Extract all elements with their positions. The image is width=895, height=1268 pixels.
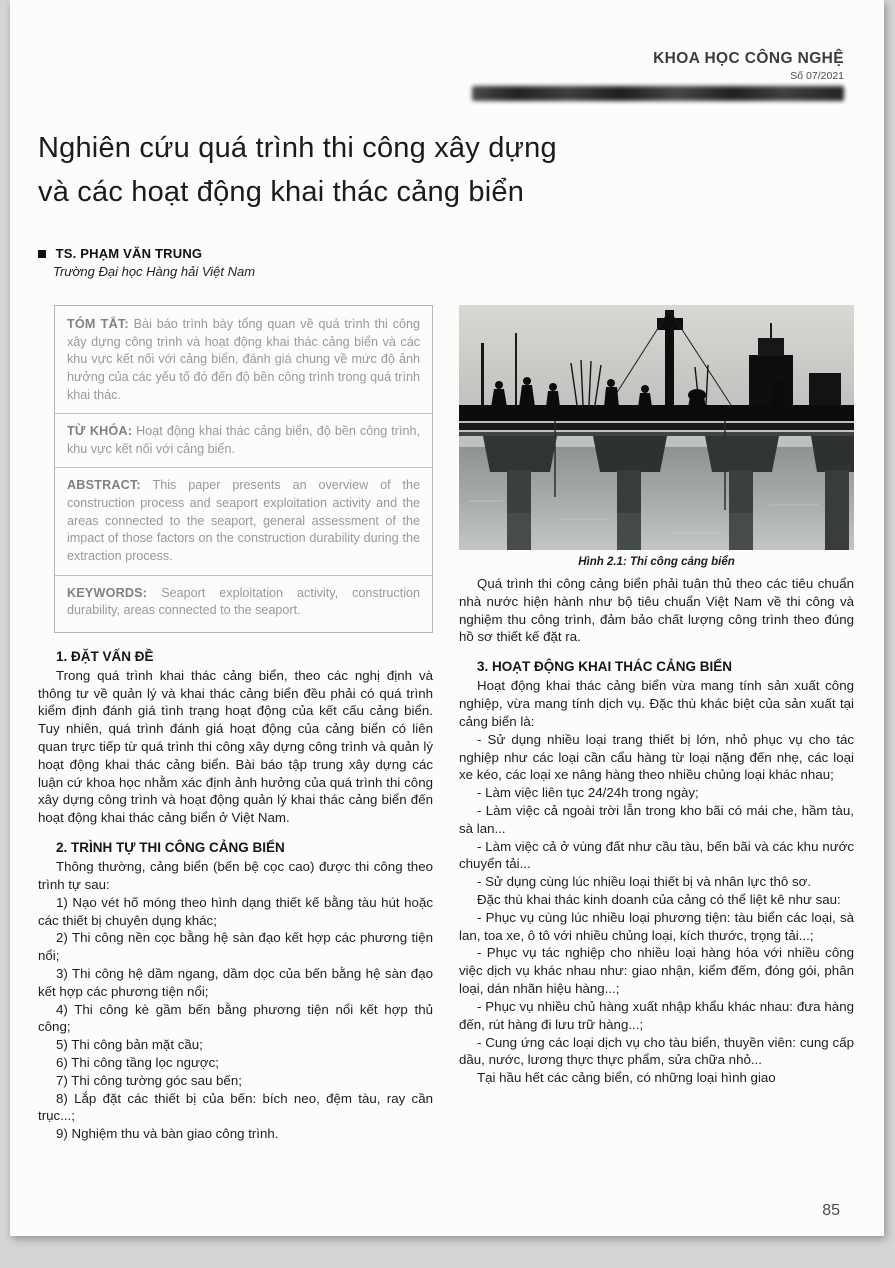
abstract-text: Bài báo trình bày tổng quan về quá trình thi công xây dựng công trình và hoạt động khai thác cảng biển và các khu vực kết nối với cảng biển, đánh giá chung về mức độ ảnh hưởng của các yếu tố đó đến độ bền công trình trong quá trình khai thác. xyxy=(67,317,421,402)
section-1-paragraph: Trong quá trình khai thác cảng biển, theo các nghị định và thông tư về quản lý và khai thác cảng biển đều phải có quá trình kiểm định đánh giá tình trạng hoạt động của kết cấu cảng biển. Tuy nhiên, quá trình đánh giá hoạt động của cảng biển có liên quan trực tiếp từ quá trình thi công xây dựng công trình và quản lý hoạt động khai thác cảng biển. Bài báo tập trung xây dựng các luận cứ khoa học nhằm xác định ảnh hưởng của quá trình thi công xây dựng công trình và hoạt động quản lý khai thác cảng biển đến hoạt động khai thác cảng biển ở Việt Nam. xyxy=(38,667,433,826)
paragraph: Đặc thù khai thác kinh doanh của cảng có thể liệt kê như sau: xyxy=(477,892,841,907)
right-intro-block xyxy=(459,575,854,646)
paragraph: Hoạt động khai thác cảng biển vừa mang tính sản xuất công nghiệp, vừa mang tính dịch vụ. Đặc thù khác biệt của sản xuất tại cảng biển là: xyxy=(459,678,854,729)
issue-number: Số 07/2021 xyxy=(790,70,844,82)
paragraph: - Làm việc cả ngoài trời lẫn trong kho bãi có mái che, hầm tàu, sà lan... xyxy=(459,802,854,836)
abstract-section-tomtat xyxy=(67,316,420,404)
paragraph: - Phục vụ nhiều chủ hàng xuất nhập khẩu khác nhau: đưa hàng đến, rút hàng đi lưu trữ hàng...; xyxy=(459,998,854,1032)
abstract-label: ABSTRACT: xyxy=(67,478,141,493)
abstract-section-keywords xyxy=(67,585,420,620)
paragraph: - Sử dụng nhiều loại trang thiết bị lớn, nhỏ phục vụ cho tác nghiệp như các loại cần cẩu hàng từ loại nặng đến nhẹ, các loại xe kéo, các loại xe nâng hàng theo nhiều chủng loại khác nhau; xyxy=(459,731,854,783)
right-column xyxy=(459,305,854,1143)
author-block xyxy=(38,246,854,279)
figure-2-1 xyxy=(459,305,854,568)
section-3-heading: 3. HOẠT ĐỘNG KHAI THÁC CẢNG BIỂN xyxy=(477,659,733,675)
list-item: 5) Thi công bản mặt cầu; xyxy=(56,1037,203,1053)
paragraph: - Làm việc cả ở vùng đất như cầu tàu, bến bãi và các khu nước chuyển tải... xyxy=(459,838,854,872)
abstract-divider xyxy=(55,575,432,576)
masthead-redaction xyxy=(472,86,844,101)
abstract-text: Hoạt động khai thác cảng biển, độ bền công trình, khu vực kết nối với cảng biển. xyxy=(67,424,420,456)
list-item: 8) Lắp đặt các thiết bị của bến: bích neo, đệm tàu, ray cần trục...; xyxy=(38,1090,433,1124)
abstract-text: This paper presents an overview of the construction process and seaport exploitation activity and the areas connected to the seaport, general assessment of the impact of those factors on the construction durability during the extraction process. xyxy=(67,478,420,563)
list-item: 7) Thi công tường góc sau bến; xyxy=(56,1072,242,1088)
construction-photo xyxy=(459,305,854,550)
list-item: 1) Nạo vét hố móng theo hình dạng thiết kế bằng tàu hút hoặc các thiết bị chuyên dụng khác; xyxy=(38,894,433,928)
two-column-layout xyxy=(38,305,854,1143)
abstract-section-tukhoa xyxy=(67,423,420,458)
abstract-label: TỪ KHÓA: xyxy=(67,424,133,439)
journal-name: KHOA HỌC CÔNG NGHỆ xyxy=(653,50,844,67)
list-item: 3) Thi công hệ dầm ngang, dầm dọc của bến bằng hệ sàn đạo kết hợp các phương tiện nổi; xyxy=(38,965,433,999)
paragraph: - Cung ứng các loại dịch vụ cho tàu biển, thuyền viên: cung cấp dầu, nước, lương thực thực phẩm, sửa chữa nhỏ... xyxy=(459,1034,854,1068)
paragraph: - Phục vụ cùng lúc nhiều loại phương tiện: tàu biển các loại, sà lan, toa xe, ô tô với nhiều chủng loại, kích thước, trọng tải...; xyxy=(459,909,854,943)
page-header xyxy=(38,50,854,101)
article-title-line2: và các hoạt động khai thác cảng biển xyxy=(38,175,525,208)
abstract-label: TÓM TẮT: xyxy=(67,317,129,331)
abstract-box xyxy=(54,305,433,633)
abstract-section-abstract xyxy=(67,477,420,565)
article-title-line1: Nghiên cứu quá trình thi công xây dựng xyxy=(38,132,557,164)
paragraph: - Làm việc liên tục 24/24h trong ngày; xyxy=(477,785,699,801)
abstract-label: KEYWORDS: xyxy=(67,585,148,600)
section-3 xyxy=(459,659,854,1087)
abstract-divider xyxy=(55,413,432,414)
paragraph: Quá trình thi công cảng biển phải tuân thủ theo các tiêu chuẩn nhà nước hiện hành như bộ tiêu chuẩn Việt Nam về thi công và nghiệm thu công trình, đảm bảo chất lượng công trình theo đúng hồ sơ thiết kế đặt ra. xyxy=(459,576,854,645)
paragraph: - Phục vụ tác nghiệp cho nhiều loại hàng hóa với nhiều công việc dịch vụ khác nhau như: giao nhận, kiểm đếm, đóng gói, phân loại, dán nhãn hiệu hàng...; xyxy=(459,945,854,997)
paragraph: Tại hầu hết các cảng biển, có những loại hình giao xyxy=(477,1070,776,1086)
figure-caption: Hình 2.1: Thi công cảng biển xyxy=(578,556,735,568)
list-item: 9) Nghiệm thu và bàn giao công trình. xyxy=(56,1126,279,1142)
section-1-heading: 1. ĐẶT VẤN ĐỀ xyxy=(56,648,154,664)
abstract-divider xyxy=(55,467,432,468)
page-number: 85 xyxy=(822,1202,840,1219)
section-2-heading: 2. TRÌNH TỰ THI CÔNG CẢNG BIỂN xyxy=(56,840,285,856)
list-item: 6) Thi công tầng lọc ngược; xyxy=(56,1055,219,1070)
section-2 xyxy=(38,840,433,1143)
author-name: TS. PHẠM VĂN TRUNG xyxy=(55,246,203,261)
section-1 xyxy=(38,649,433,827)
left-column xyxy=(38,305,433,1143)
section-2-intro: Thông thường, cảng biển (bến bệ cọc cao) được thi công theo trình tự sau: xyxy=(38,859,433,892)
journal-page xyxy=(10,0,884,1236)
article-title xyxy=(38,127,854,214)
list-item: 4) Thi công kè gầm bến bằng phương tiện nổi kết hợp thủ công; xyxy=(38,1001,433,1035)
author-bullet-icon xyxy=(38,250,46,258)
paragraph: - Sử dụng cùng lúc nhiều loại thiết bị và nhân lực thô sơ. xyxy=(477,874,812,890)
abstract-text: Seaport exploitation activity, construction durability, areas connected to the seaport. xyxy=(67,585,420,618)
author-affiliation: Trường Đại học Hàng hải Việt Nam xyxy=(53,264,256,279)
list-item: 2) Thi công nền cọc bằng hệ sàn đạo kết hợp các phương tiện nổi; xyxy=(38,930,433,964)
